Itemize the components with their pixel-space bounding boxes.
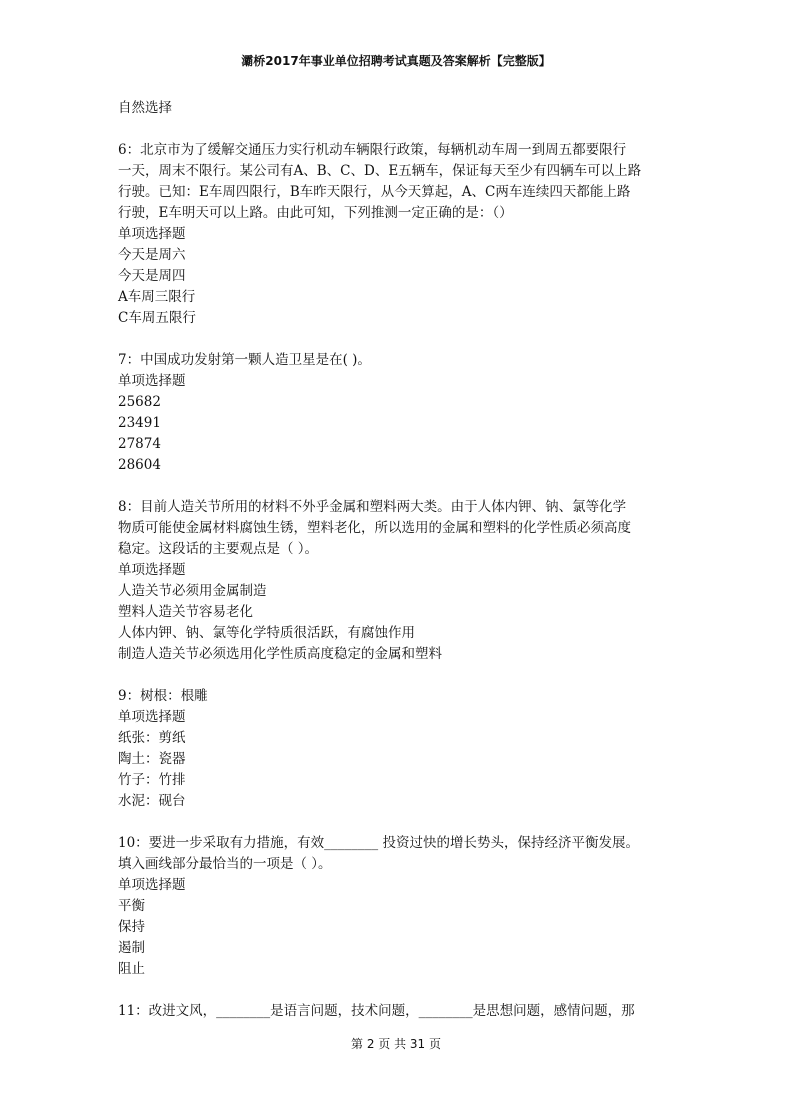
question-text-line: 物质可能使金属材料腐蚀生锈，塑料老化，所以选用的金属和塑料的化学性质必须高度: [118, 520, 631, 536]
question-11: [118, 1001, 678, 1022]
spacer: [118, 476, 678, 497]
question-type: 单项选择题: [118, 877, 186, 893]
option: 阻止: [118, 961, 145, 977]
option: C车周五限行: [118, 310, 196, 326]
question-text-line: 行驶，E车明天可以上路。由此可知，下列推测一定正确的是：（）: [118, 205, 513, 221]
question-text-line: 行驶。已知：E车周四限行，B车昨天限行，从今天算起，A、C两车连续四天都能上路: [118, 184, 631, 200]
spacer: [118, 980, 678, 1001]
question-10: [118, 833, 678, 980]
page-number: 第 2 页 共 31 页: [351, 1037, 441, 1051]
option: 今天是周六: [118, 247, 186, 263]
question-type: 单项选择题: [118, 226, 186, 242]
question-text-line: 6：北京市为了缓解交通压力实行机动车辆限行政策，每辆机动车周一到周五都要限行: [118, 142, 627, 158]
option: 25682: [118, 394, 161, 410]
document-header: 灞桥2017年事业单位招聘考试真题及答案解析【完整版】: [241, 54, 551, 68]
question-type: 单项选择题: [118, 709, 186, 725]
option: 人体内钾、钠、氯等化学特质很活跃，有腐蚀作用: [118, 625, 415, 641]
question-7: [118, 350, 678, 476]
question-8: [118, 497, 678, 665]
question-type: 单项选择题: [118, 562, 186, 578]
question-9: [118, 686, 678, 812]
intro-line: 自然选择: [118, 100, 172, 116]
question-text-line: 7：中国成功发射第一颗人造卫星是在( )。: [118, 352, 371, 368]
spacer: [118, 119, 678, 140]
option: 塑料人造关节容易老化: [118, 604, 253, 620]
question-text-line: 9：树根：根雕: [118, 688, 208, 704]
spacer: [118, 665, 678, 686]
question-text-line: 11：改进文风，________是语言问题，技术问题，________是思想问题，感情问题，那: [118, 1003, 635, 1019]
option: 纸张：剪纸: [118, 730, 186, 746]
option: 28604: [118, 457, 161, 473]
option: 23491: [118, 415, 161, 431]
spacer: [118, 329, 678, 350]
question-text-line: 一天，周末不限行。某公司有A、B、C、D、E五辆车，保证每天至少有四辆车可以上路: [118, 163, 642, 179]
option: 陶土：瓷器: [118, 751, 186, 767]
question-text-line: 填入画线部分最恰当的一项是（ ）。: [118, 856, 332, 872]
option: 水泥：砚台: [118, 793, 186, 809]
question-text-line: 10：要进一步采取有力措施，有效________ 投资过快的增长势头，保持经济平衡发展。: [118, 835, 639, 851]
document-body: [118, 98, 678, 1022]
question-6: [118, 140, 678, 329]
option: 遏制: [118, 940, 145, 956]
question-type: 单项选择题: [118, 373, 186, 389]
question-text-line: 稳定。这段话的主要观点是（ ）。: [118, 541, 319, 557]
option: 27874: [118, 436, 161, 452]
option: 保持: [118, 919, 145, 935]
option: 今天是周四: [118, 268, 186, 284]
option: 制造人造关节必须选用化学性质高度稳定的金属和塑料: [118, 646, 442, 662]
option: A车周三限行: [118, 289, 196, 305]
option: 平衡: [118, 898, 145, 914]
option: 竹子：竹排: [118, 772, 186, 788]
question-text-line: 8：目前人造关节所用的材料不外乎金属和塑料两大类。由于人体内钾、钠、氯等化学: [118, 499, 627, 515]
spacer: [118, 812, 678, 833]
option: 人造关节必须用金属制造: [118, 583, 267, 599]
